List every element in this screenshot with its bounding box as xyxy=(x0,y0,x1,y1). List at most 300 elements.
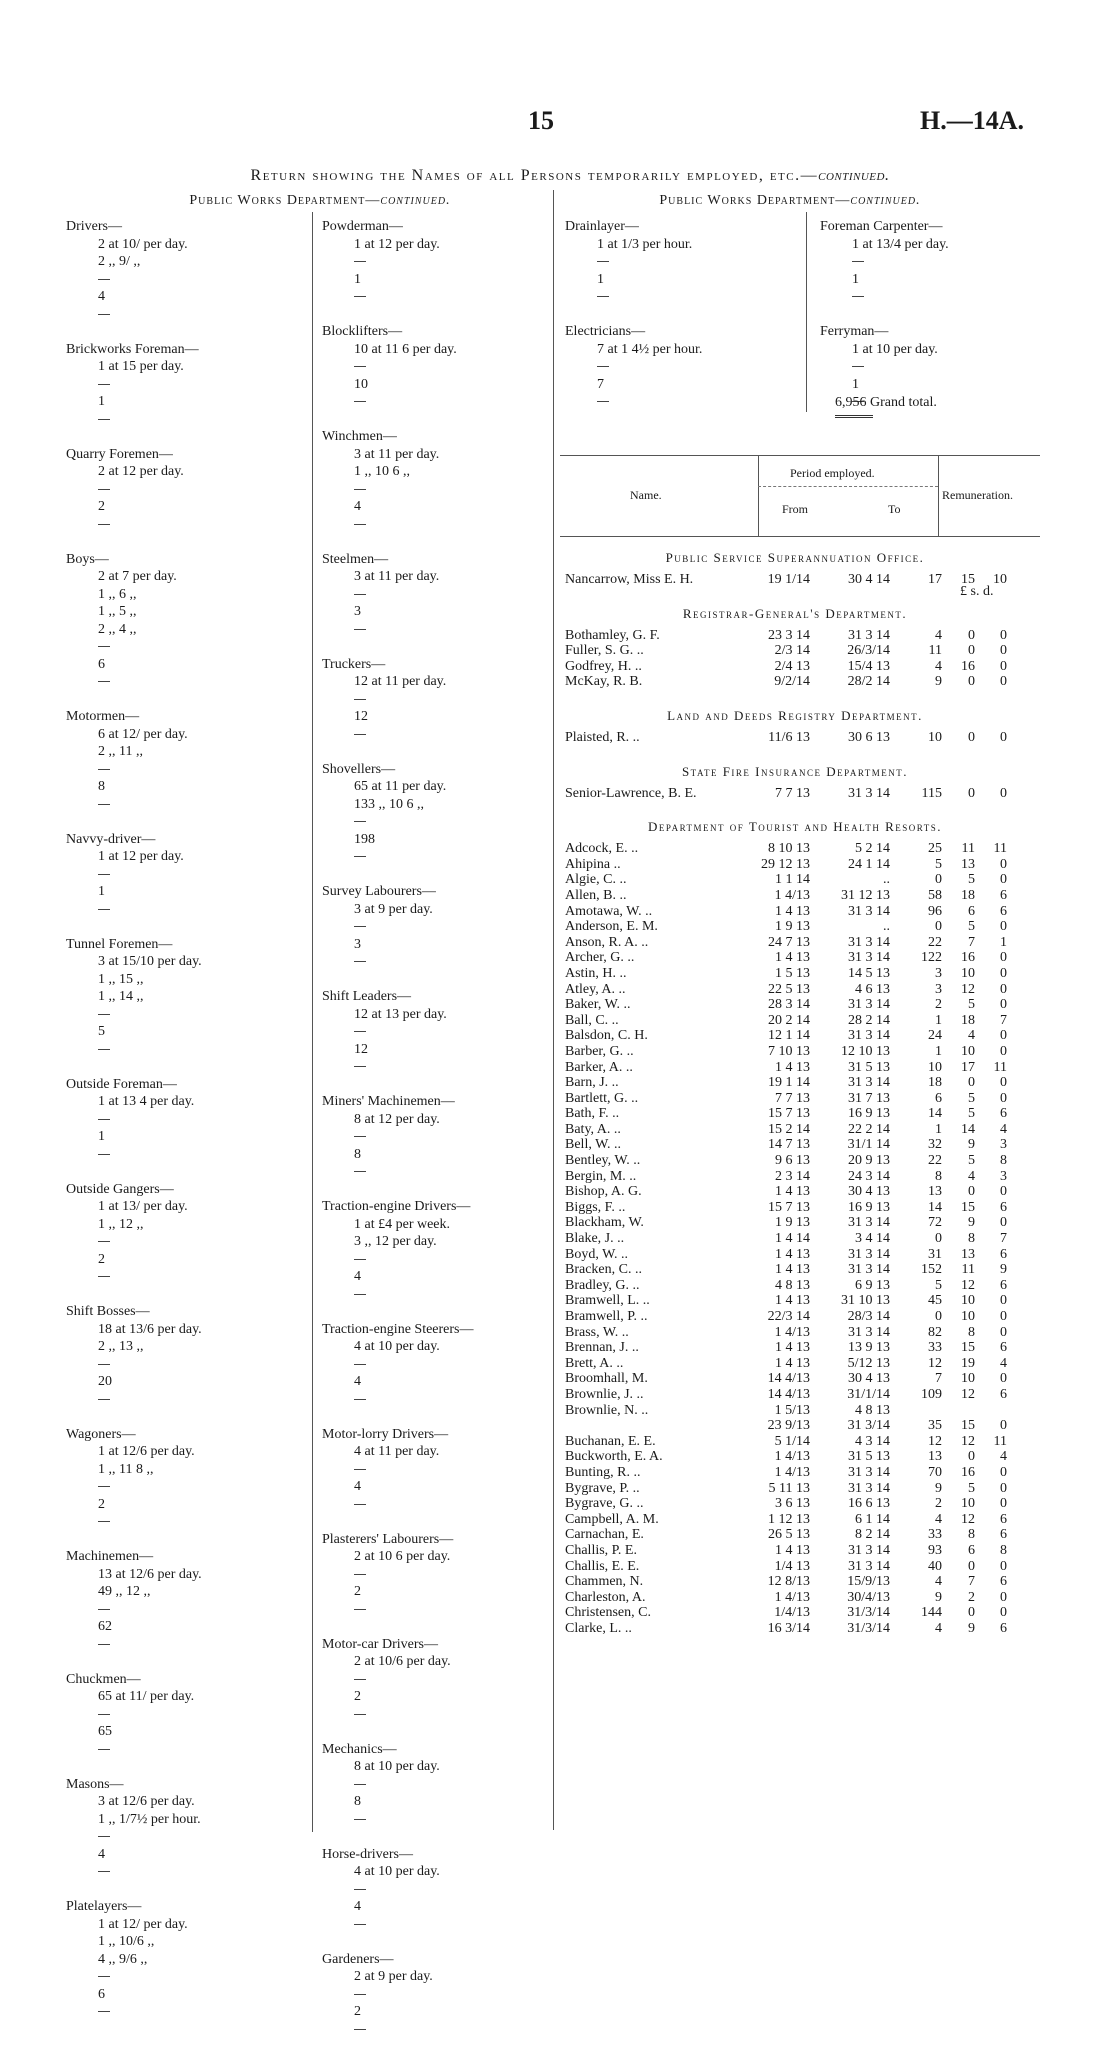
amount-shillings: 5 xyxy=(968,1480,975,1496)
amount-shillings: 15 xyxy=(961,1418,975,1434)
spacer xyxy=(322,1513,552,1531)
person-name: Broomhall, M. xyxy=(565,1371,648,1387)
person-name: Charleston, A. xyxy=(565,1589,646,1605)
date-to: 31 3 14 xyxy=(848,1028,890,1044)
amount-shillings: 16 xyxy=(961,658,975,674)
date-from: 4 8 13 xyxy=(775,1277,810,1293)
occupation-heading: Winchmen— xyxy=(322,429,397,444)
date-from: 7 7 13 xyxy=(775,785,810,801)
table-row xyxy=(565,643,1045,659)
rule-dash xyxy=(820,358,1040,376)
amount-shillings: 10 xyxy=(961,1309,975,1324)
date-from: 28 3 14 xyxy=(768,997,810,1013)
amount-pence: 11 xyxy=(993,1433,1007,1449)
amount-pounds: 24 xyxy=(928,1028,942,1044)
group-total: 2 xyxy=(354,1584,361,1599)
rule-dash xyxy=(66,1391,306,1409)
amount-pounds: 33 xyxy=(928,1527,942,1543)
date-from: 7 7 13 xyxy=(775,1090,810,1106)
occupation-group xyxy=(66,1776,306,1899)
rate-line: 4 at 10 per day. xyxy=(354,1339,440,1354)
rate-line: 1 at 12 per day. xyxy=(98,849,184,864)
rule-dash xyxy=(322,481,552,499)
amount-pounds: 32 xyxy=(928,1137,942,1153)
date-to: 30 4 14 xyxy=(848,572,890,587)
table-row xyxy=(565,935,1045,951)
table-row xyxy=(565,1621,1045,1637)
amount-pence: 3 xyxy=(1000,1137,1007,1153)
rule-dash xyxy=(322,848,552,866)
occupation-group xyxy=(66,1548,306,1671)
amount-shillings: 14 xyxy=(961,1121,975,1137)
spacer xyxy=(322,306,552,324)
rule-dash xyxy=(322,1881,552,1899)
amount-pence: 0 xyxy=(1000,997,1007,1013)
grand-total-rule xyxy=(835,415,873,418)
occupation-group xyxy=(66,1076,306,1181)
spacer xyxy=(322,638,552,656)
occupation-heading: Traction-engine Drivers— xyxy=(322,1199,471,1214)
amount-pounds: 7 xyxy=(935,1371,942,1387)
date-to: 28 2 14 xyxy=(848,1012,890,1028)
person-name: Brett, A. .. xyxy=(565,1355,624,1371)
amount-shillings: 16 xyxy=(961,1464,975,1480)
group-total: 1 xyxy=(852,376,859,392)
amount-pounds: 4 xyxy=(935,1574,942,1590)
amount-pence: 6 xyxy=(1000,1511,1007,1527)
date-from: 15 7 13 xyxy=(768,1106,810,1122)
rule-dash xyxy=(66,866,306,884)
amount-pounds: 10 xyxy=(928,1059,942,1075)
column-2 xyxy=(322,218,552,2056)
amount-shillings: 15 xyxy=(961,1340,975,1356)
rule-dash xyxy=(565,393,800,411)
amount-shillings: 0 xyxy=(968,643,975,659)
table-row xyxy=(565,1153,1045,1169)
table-row xyxy=(565,1590,1045,1606)
table-row xyxy=(565,1262,1045,1278)
rule-dash xyxy=(322,726,552,744)
amount-pence: 6 xyxy=(1000,1277,1007,1293)
person-name: Campbell, A. M. xyxy=(565,1511,659,1527)
date-to: 15/4 13 xyxy=(847,658,890,674)
date-from: 1 4 14 xyxy=(775,1231,810,1247)
table-row xyxy=(565,1387,1045,1403)
amount-pounds: 152 xyxy=(921,1262,942,1278)
amount-pounds: 9 xyxy=(935,1480,942,1496)
date-to: 31 3 14 xyxy=(848,1558,890,1574)
amount-pence: 4 xyxy=(1000,1121,1007,1137)
table-row xyxy=(565,1169,1045,1185)
spacer xyxy=(322,533,552,551)
table-row xyxy=(565,1403,1045,1419)
group-total: 10 xyxy=(354,376,368,392)
column-1 xyxy=(66,218,306,2038)
amount-shillings: 18 xyxy=(961,1012,975,1028)
table-row xyxy=(565,841,1045,857)
date-from: 1 9 13 xyxy=(775,1215,810,1231)
table-row xyxy=(565,1481,1045,1497)
person-name: Nancarrow, Miss E. H. xyxy=(565,572,694,587)
person-name: Senior-Lawrence, B. E. xyxy=(565,785,697,801)
rule-dash xyxy=(322,586,552,604)
rate-line: 2 ,, 13 ,, xyxy=(98,1339,144,1354)
group-total: 5 xyxy=(98,1024,105,1039)
spacer xyxy=(322,1828,552,1846)
occupation-heading: Blocklifters— xyxy=(322,324,403,339)
date-to: 31 3 14 xyxy=(848,1542,890,1558)
date-to: 3 4 14 xyxy=(855,1231,890,1247)
group-total: 12 xyxy=(354,709,368,724)
person-name: Barn, J. .. xyxy=(565,1075,619,1091)
occupation-heading: Outside Gangers— xyxy=(66,1181,174,1197)
amount-shillings: 0 xyxy=(968,674,975,690)
date-to: 13 9 13 xyxy=(848,1340,890,1356)
amount-pounds: 58 xyxy=(928,887,942,903)
rule-dash xyxy=(820,288,1040,306)
table-row xyxy=(565,659,1045,675)
rule-dash xyxy=(322,918,552,936)
date-to: 31 12 13 xyxy=(841,887,890,903)
page-number: 15 xyxy=(528,106,554,135)
rate-line: 13 at 12/6 per day. xyxy=(98,1566,202,1582)
occupation-heading: Masons— xyxy=(66,1776,124,1792)
rate-line: 2 at 10/6 per day. xyxy=(354,1654,451,1669)
date-from: 23 9/13 xyxy=(767,1418,810,1434)
rate-line: 2 ,, 4 ,, xyxy=(98,621,137,637)
date-from: 16 3/14 xyxy=(767,1620,810,1636)
column-divider xyxy=(553,190,554,1830)
spacer xyxy=(322,743,552,761)
person-name: Balsdon, C. H. xyxy=(565,1028,648,1044)
person-name: Bartlett, G. .. xyxy=(565,1090,639,1106)
table-row xyxy=(565,1106,1045,1122)
amount-pounds: 9 xyxy=(935,1589,942,1605)
section-title: Department of Tourist and Health Resorts. xyxy=(648,819,942,835)
date-to: 31 3 14 xyxy=(848,1324,890,1340)
amount-shillings: 5 xyxy=(968,1106,975,1122)
rate-line: 2 at 12 per day. xyxy=(98,464,184,479)
column-divider xyxy=(806,212,807,412)
occupation-group xyxy=(66,1898,306,2038)
person-name: Bothamley, G. F. xyxy=(565,627,660,643)
amount-shillings: 8 xyxy=(968,1527,975,1543)
spacer xyxy=(322,971,552,989)
occupation-group xyxy=(66,341,306,446)
section-title: State Fire Insurance Department. xyxy=(681,763,909,779)
amount-shillings: 8 xyxy=(968,1324,975,1340)
amount-shillings: 18 xyxy=(961,887,975,903)
return-title: Return showing the Names of all Persons temporarily employed, etc.—continued. xyxy=(250,167,890,184)
amount-pounds: 2 xyxy=(935,1496,942,1512)
occupation-heading: Mechanics— xyxy=(322,1741,397,1757)
rule-dash xyxy=(322,358,552,376)
occupation-group xyxy=(322,656,552,761)
spacer xyxy=(565,411,800,429)
occupation-heading: Shift Leaders— xyxy=(322,989,412,1004)
amount-shillings: 10 xyxy=(961,1293,975,1309)
amount-pence: 0 xyxy=(1000,950,1007,966)
amount-pence: 6 xyxy=(1000,903,1007,919)
date-to: .. xyxy=(883,919,890,935)
occupation-heading: Platelayers— xyxy=(66,1899,142,1914)
rate-line: 1 ,, 10/6 ,, xyxy=(98,1934,155,1949)
amount-pence: 9 xyxy=(1000,1262,1007,1278)
person-name: Godfrey, H. .. xyxy=(565,658,642,674)
rate-line: 1 at 12/ per day. xyxy=(98,1916,188,1932)
occupation-group xyxy=(322,1426,552,1531)
rule-dash xyxy=(322,1986,552,2004)
date-to: 24 1 14 xyxy=(848,856,890,872)
amount-pence: 7 xyxy=(1000,1231,1007,1247)
table-row xyxy=(565,786,1045,802)
spacer xyxy=(820,306,1040,324)
person-name: Brass, W. .. xyxy=(565,1324,629,1340)
amount-pounds: 5 xyxy=(935,856,942,872)
document-code: H.—14A. xyxy=(920,106,1024,135)
date-to: 31 5 13 xyxy=(848,1059,890,1075)
person-name: Bygrave, G. .. xyxy=(565,1496,644,1512)
amount-shillings: 0 xyxy=(968,1605,975,1621)
amount-pence: 1 xyxy=(1000,934,1007,950)
person-name: Anderson, E. M. xyxy=(565,919,658,935)
rule-dash xyxy=(66,1233,306,1251)
table-row xyxy=(565,730,1045,746)
date-from: 1 1 14 xyxy=(775,872,810,888)
rate-line: 1 at 13/4 per day. xyxy=(852,236,949,252)
rate-line: 8 at 10 per day. xyxy=(354,1759,440,1774)
person-name: Christensen, C. xyxy=(565,1605,651,1621)
person-name: Bath, F. .. xyxy=(565,1106,620,1122)
amount-pence: 0 xyxy=(1000,1324,1007,1340)
occupation-group xyxy=(322,883,552,988)
amount-pounds: 14 xyxy=(928,1106,942,1122)
group-total: 1 xyxy=(597,271,604,287)
amount-pounds: 82 xyxy=(928,1324,942,1340)
rate-line: 1 at 13/ per day. xyxy=(98,1199,188,1214)
date-to: 31 10 13 xyxy=(841,1293,890,1309)
amount-pence: 0 xyxy=(1000,1215,1007,1231)
occupation-group xyxy=(322,1636,552,1741)
date-to: 14 5 13 xyxy=(848,965,890,981)
rate-line: 133 ,, 10 6 ,, xyxy=(354,796,424,812)
date-from: 15 2 14 xyxy=(768,1121,810,1137)
amount-pounds: 0 xyxy=(935,1231,942,1247)
amount-pounds: 1 xyxy=(935,1121,942,1137)
rule-dash xyxy=(322,1251,552,1269)
date-from: 1 4 13 xyxy=(775,1262,810,1278)
header-divider xyxy=(758,486,938,487)
rule-dash xyxy=(322,516,552,534)
rate-line: 1 ,, 6 ,, xyxy=(98,586,137,602)
amount-pence: 0 xyxy=(1000,643,1007,659)
person-name: Adcock, E. .. xyxy=(565,841,639,857)
rule-dash xyxy=(322,1058,552,1076)
occupation-heading: Traction-engine Steerers— xyxy=(322,1321,474,1337)
group-total: 7 xyxy=(597,376,604,392)
occupation-group xyxy=(322,1741,552,1846)
amount-pence: 0 xyxy=(1000,965,1007,981)
spacer xyxy=(66,918,306,936)
date-from: 1 4 13 xyxy=(775,1184,810,1200)
date-from: 1 12 13 xyxy=(768,1511,810,1527)
group-total: 2 xyxy=(354,2004,361,2019)
date-from: 9/2/14 xyxy=(774,674,810,690)
date-to: 5 2 14 xyxy=(855,841,890,857)
rule-dash xyxy=(322,1461,552,1479)
rule-dash xyxy=(66,1041,306,1059)
date-to: .. xyxy=(883,872,890,888)
amount-shillings: 12 xyxy=(961,981,975,997)
date-to: 16 9 13 xyxy=(848,1199,890,1215)
rule-dash xyxy=(66,1478,306,1496)
occupation-heading: Steelmen— xyxy=(322,551,389,567)
amount-pounds: 31 xyxy=(928,1246,942,1262)
spacer xyxy=(66,1758,306,1776)
table-row xyxy=(565,1356,1045,1372)
amount-pounds: 13 xyxy=(928,1184,942,1200)
date-from: 2/4 13 xyxy=(774,658,810,674)
amount-shillings: 12 xyxy=(961,1386,975,1402)
table-row xyxy=(565,997,1045,1013)
amount-pounds: 3 xyxy=(935,981,942,997)
rate-line: 2 at 9 per day. xyxy=(354,1969,433,1984)
table-row xyxy=(565,1449,1045,1465)
rate-line: 2 ,, 9/ ,, xyxy=(98,254,141,269)
amount-pence: 0 xyxy=(1000,872,1007,888)
person-name: Plaisted, R. .. xyxy=(565,730,640,745)
occupation-heading: Drainlayer— xyxy=(565,219,639,234)
spacer xyxy=(66,428,306,446)
table-row xyxy=(565,1200,1045,1216)
rate-line: 1 ,, 1/7½ per hour. xyxy=(98,1811,201,1827)
amount-pence: 0 xyxy=(1000,981,1007,997)
rate-line: 3 at 11 per day. xyxy=(354,446,440,462)
person-name: Atley, A. .. xyxy=(565,981,626,997)
occupation-group xyxy=(820,218,1040,323)
grand-total: 6,956 Grand total. xyxy=(835,395,937,410)
table-row xyxy=(565,1543,1045,1559)
date-to: 16 9 13 xyxy=(848,1106,890,1122)
amount-pounds: 3 xyxy=(935,965,942,981)
occupation-heading: Chuckmen— xyxy=(66,1671,141,1687)
group-total: 6 xyxy=(98,656,105,672)
amount-pounds: 14 xyxy=(928,1199,942,1215)
amount-pounds: 1 xyxy=(935,1012,942,1028)
currency-units: £ s. d. xyxy=(960,584,994,599)
occupation-group xyxy=(322,761,552,884)
amount-pounds: 2 xyxy=(935,997,942,1013)
rule-dash xyxy=(322,1671,552,1689)
occupation-heading: Shovellers— xyxy=(322,761,396,777)
spacer xyxy=(322,1303,552,1321)
table-row xyxy=(565,919,1045,935)
table-row xyxy=(565,628,1045,644)
rule-dash xyxy=(66,1828,306,1846)
group-total: 1 xyxy=(98,884,105,899)
person-name: Brennan, J. .. xyxy=(565,1340,639,1356)
table-row xyxy=(565,1496,1045,1512)
occupation-group xyxy=(66,446,306,551)
amount-pounds: 122 xyxy=(921,950,942,966)
date-from: 1 4 13 xyxy=(775,950,810,966)
occupation-group xyxy=(66,936,306,1076)
amount-pounds: 6 xyxy=(935,1090,942,1106)
date-from: 3 6 13 xyxy=(775,1496,810,1512)
date-to: 31 3 14 xyxy=(848,1262,890,1278)
amount-pence: 0 xyxy=(1000,785,1007,801)
table-row xyxy=(565,888,1045,904)
occupation-heading: Drivers— xyxy=(66,219,122,234)
date-from: 1 9 13 xyxy=(775,919,810,935)
rate-line: 1 at 12 per day. xyxy=(354,236,440,252)
rate-line: 1 at 1/3 per hour. xyxy=(597,236,693,252)
person-name: Bygrave, P. .. xyxy=(565,1480,640,1496)
rule-dash xyxy=(322,1601,552,1619)
section-rows xyxy=(565,730,1045,746)
date-to: 31/1 14 xyxy=(847,1137,890,1153)
date-to: 31 3 14 xyxy=(848,1464,890,1480)
amount-pounds: 4 xyxy=(935,1620,942,1636)
group-total: 3 xyxy=(354,936,361,952)
occupation-heading: Quarry Foremen— xyxy=(66,446,173,462)
person-name: Bergin, M. .. xyxy=(565,1168,637,1184)
date-from: 5 11 13 xyxy=(768,1480,810,1496)
amount-pence: 0 xyxy=(1000,674,1007,690)
rate-line: 18 at 13/6 per day. xyxy=(98,1321,202,1337)
amount-pence: 6 xyxy=(1000,1574,1007,1590)
rule-dash xyxy=(66,376,306,394)
section-title: Land and Deeds Registry Department. xyxy=(667,708,923,723)
amount-shillings: 13 xyxy=(961,1246,975,1262)
rule-dash xyxy=(322,253,552,271)
date-from: 8 10 13 xyxy=(768,841,810,857)
table-row xyxy=(565,1574,1045,1590)
group-total: 1 xyxy=(852,271,859,287)
person-name: Bracken, C. .. xyxy=(565,1262,642,1278)
table-row xyxy=(565,982,1045,998)
header-to: To xyxy=(888,502,901,516)
amount-shillings: 5 xyxy=(968,1153,975,1169)
rate-line: 1 ,, 14 ,, xyxy=(98,989,144,1004)
amount-pence: 6 xyxy=(1000,1199,1007,1215)
person-name: Bradley, G. .. xyxy=(565,1277,640,1293)
amount-shillings: 4 xyxy=(968,1028,975,1044)
rate-line: 3 at 9 per day. xyxy=(354,901,433,917)
amount-shillings: 13 xyxy=(961,856,975,872)
date-to: 31/3/14 xyxy=(847,1620,890,1636)
occupation-heading: Shift Bosses— xyxy=(66,1304,150,1319)
table-row xyxy=(565,1371,1045,1387)
rule-dash xyxy=(66,306,306,324)
date-to: 31 3 14 xyxy=(848,1480,890,1496)
subtitle-right: Public Works Department—continued. xyxy=(659,193,921,208)
table-row xyxy=(565,1434,1045,1450)
amount-pence: 0 xyxy=(1000,1075,1007,1091)
amount-pence: 0 xyxy=(1000,1090,1007,1106)
date-from: 1 4 13 xyxy=(775,903,810,919)
spacer xyxy=(66,1058,306,1076)
group-total: 1 xyxy=(98,394,105,409)
amount-pounds: 13 xyxy=(928,1449,942,1465)
amount-pence: 4 xyxy=(1000,1449,1007,1465)
date-to: 15/9/13 xyxy=(847,1574,890,1590)
amount-pence: 7 xyxy=(1000,1012,1007,1028)
amount-pence: 0 xyxy=(1000,1184,1007,1200)
amount-pence: 11 xyxy=(993,1059,1007,1075)
date-to: 31 5 13 xyxy=(848,1449,890,1465)
occupation-group xyxy=(322,1093,552,1198)
